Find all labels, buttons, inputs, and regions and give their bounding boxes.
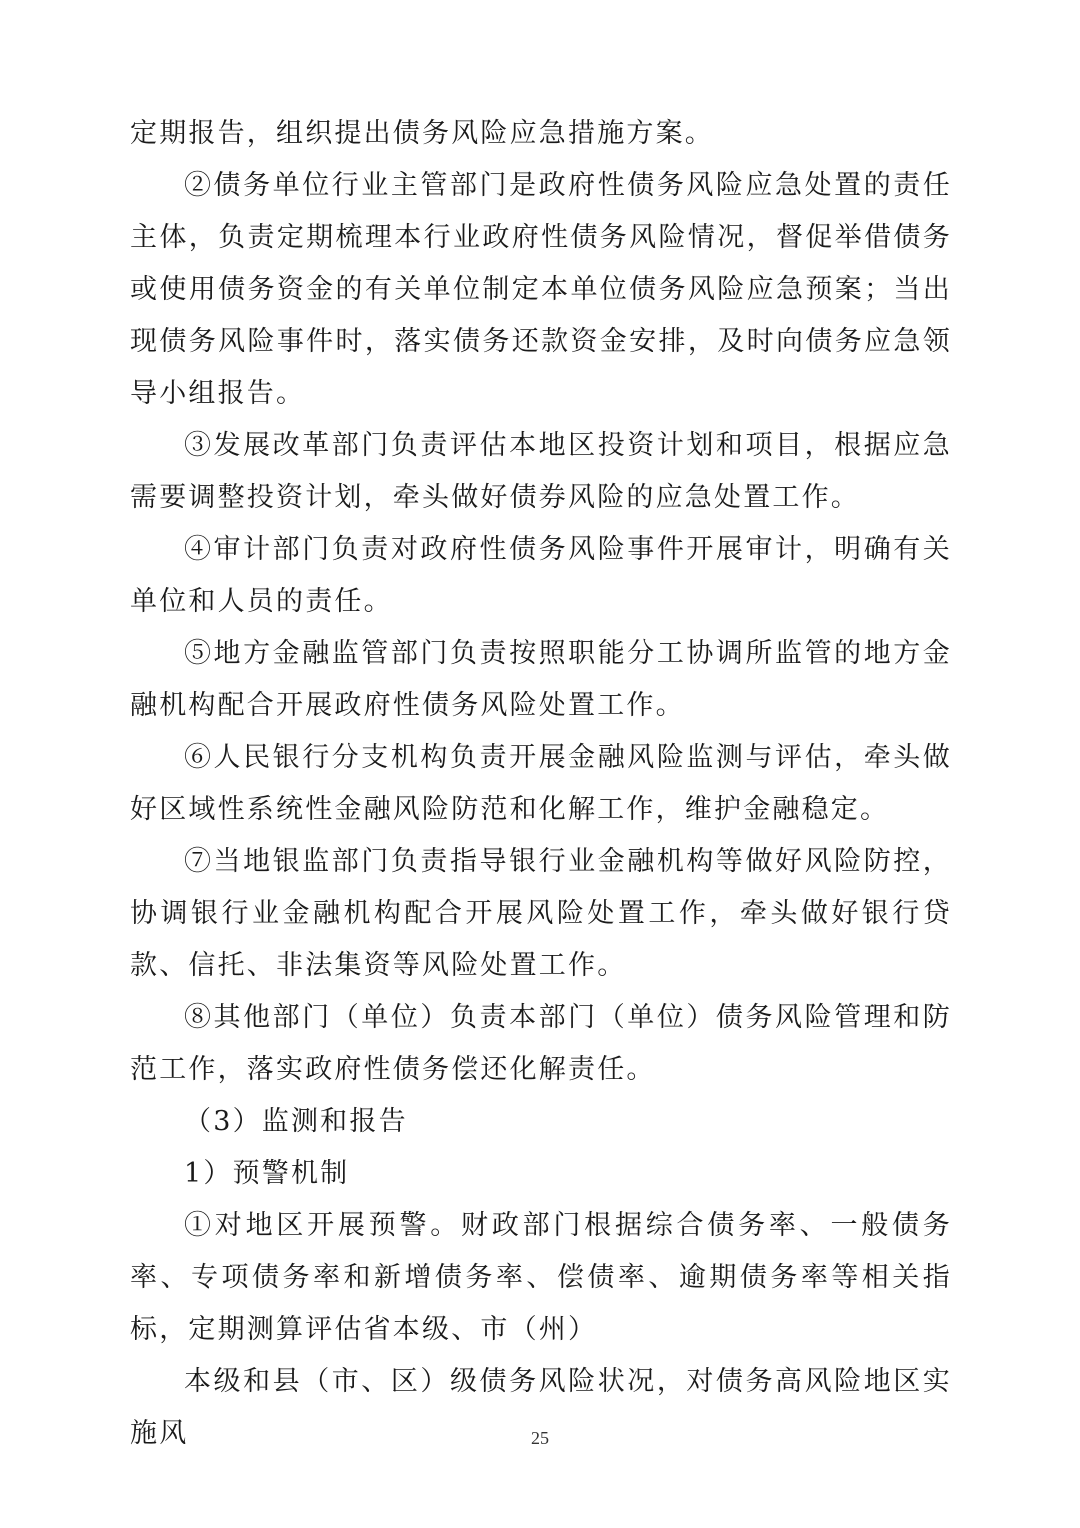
paragraph-item-8: ⑧其他部门（单位）负责本部门（单位）债务风险管理和防范工作，落实政府性债务偿还化解责任。 [130, 1002, 952, 1085]
paragraph-item-2: ②债务单位行业主管部门是政府性债务风险应急处置的责任主体，负责定期梳理本行业政府性债务风险情况，督促举借债务或使用债务资金的有关单位制定本单位债务风险应急预案；当出现债务风险事件时，落实债务还款资金安排，及时向债务应急领导小组报告。 [130, 170, 952, 409]
subsection-heading-warning: 1）预警机制 [184, 1158, 350, 1189]
document-body [130, 108, 952, 1460]
paragraph-warning-continued: 本级和县（市、区）级债务风险状况，对债务高风险地区实施风 [130, 1366, 952, 1449]
page-number: 25 [531, 1428, 549, 1448]
paragraph-item-4: ④审计部门负责对政府性债务风险事件开展审计，明确有关单位和人员的责任。 [130, 534, 952, 617]
paragraph-item-5: ⑤地方金融监管部门负责按照职能分工协调所监管的地方金融机构配合开展政府性债务风险处置工作。 [130, 638, 952, 721]
paragraph-continuation: 定期报告，组织提出债务风险应急措施方案。 [130, 118, 714, 149]
paragraph-warning-1: ①对地区开展预警。财政部门根据综合债务率、一般债务率、专项债务率和新增债务率、偿债率、逾期债务率等相关指标，定期测算评估省本级、市（州） [130, 1210, 952, 1345]
paragraph-item-6: ⑥人民银行分支机构负责开展金融风险监测与评估，牵头做好区域性系统性金融风险防范和化解工作，维护金融稳定。 [130, 742, 952, 825]
paragraph-item-3: ③发展改革部门负责评估本地区投资计划和项目，根据应急需要调整投资计划，牵头做好债券风险的应急处置工作。 [130, 430, 952, 513]
section-heading-monitoring: （3）监测和报告 [184, 1106, 408, 1137]
paragraph-item-7: ⑦当地银监部门负责指导银行业金融机构等做好风险防控，协调银行业金融机构配合开展风险处置工作，牵头做好银行贷款、信托、非法集资等风险处置工作。 [130, 846, 952, 981]
